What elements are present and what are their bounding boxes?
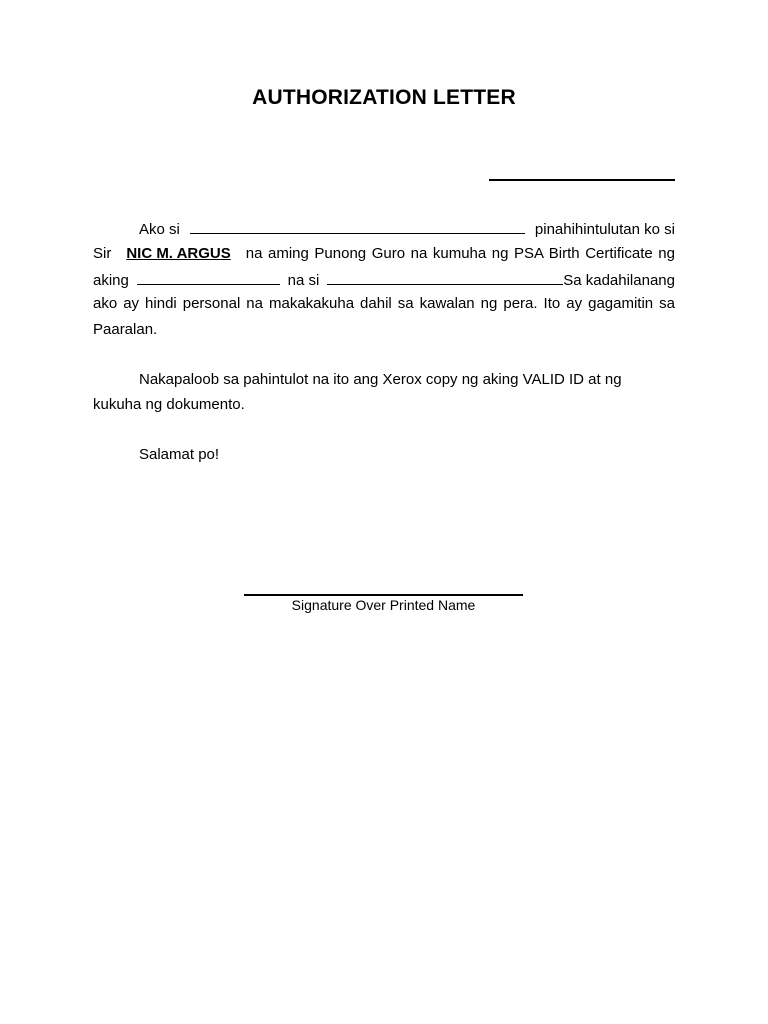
paragraph1-line2 xyxy=(93,245,675,263)
text-sir: Sir xyxy=(93,245,112,262)
paragraph1-line5: Paaralan. xyxy=(93,321,158,338)
text-sa-kadahilanang: Sa kadahilanang xyxy=(563,272,675,289)
representative-blank xyxy=(327,270,563,285)
document-title: AUTHORIZATION LETTER xyxy=(252,86,516,109)
paragraph2-line1: Nakapaloob sa pahintulot na ito ang Xerox copy ng aking VALID ID at ng xyxy=(139,371,622,388)
signature-caption: Signature Over Printed Name xyxy=(291,597,476,613)
text-na-si: na si xyxy=(287,272,320,289)
text-ako-si: Ako si xyxy=(139,221,180,238)
paragraph1-line3 xyxy=(93,270,675,290)
text-pinahihintulutan: pinahihintulutan ko si xyxy=(534,221,675,238)
text-line2-rest: na aming Punong Guro na kumuha ng PSA Birth Certificate ng xyxy=(245,245,675,262)
name-blank xyxy=(190,219,525,234)
principal-name: NIC M. ARGUS xyxy=(126,245,231,262)
paragraph1-line1 xyxy=(139,219,675,239)
document-owner-blank xyxy=(137,270,280,285)
text-aking: aking xyxy=(93,272,129,289)
paragraph1-line4: ako ay hindi personal na makakakuha dahil sa kawalan ng pera. Ito ay gagamitin sa xyxy=(93,295,675,312)
paragraph2-line2: kukuha ng dokumento. xyxy=(93,396,245,413)
date-blank-line xyxy=(489,179,675,181)
closing-text: Salamat po! xyxy=(139,446,220,463)
signature-line xyxy=(244,594,523,596)
